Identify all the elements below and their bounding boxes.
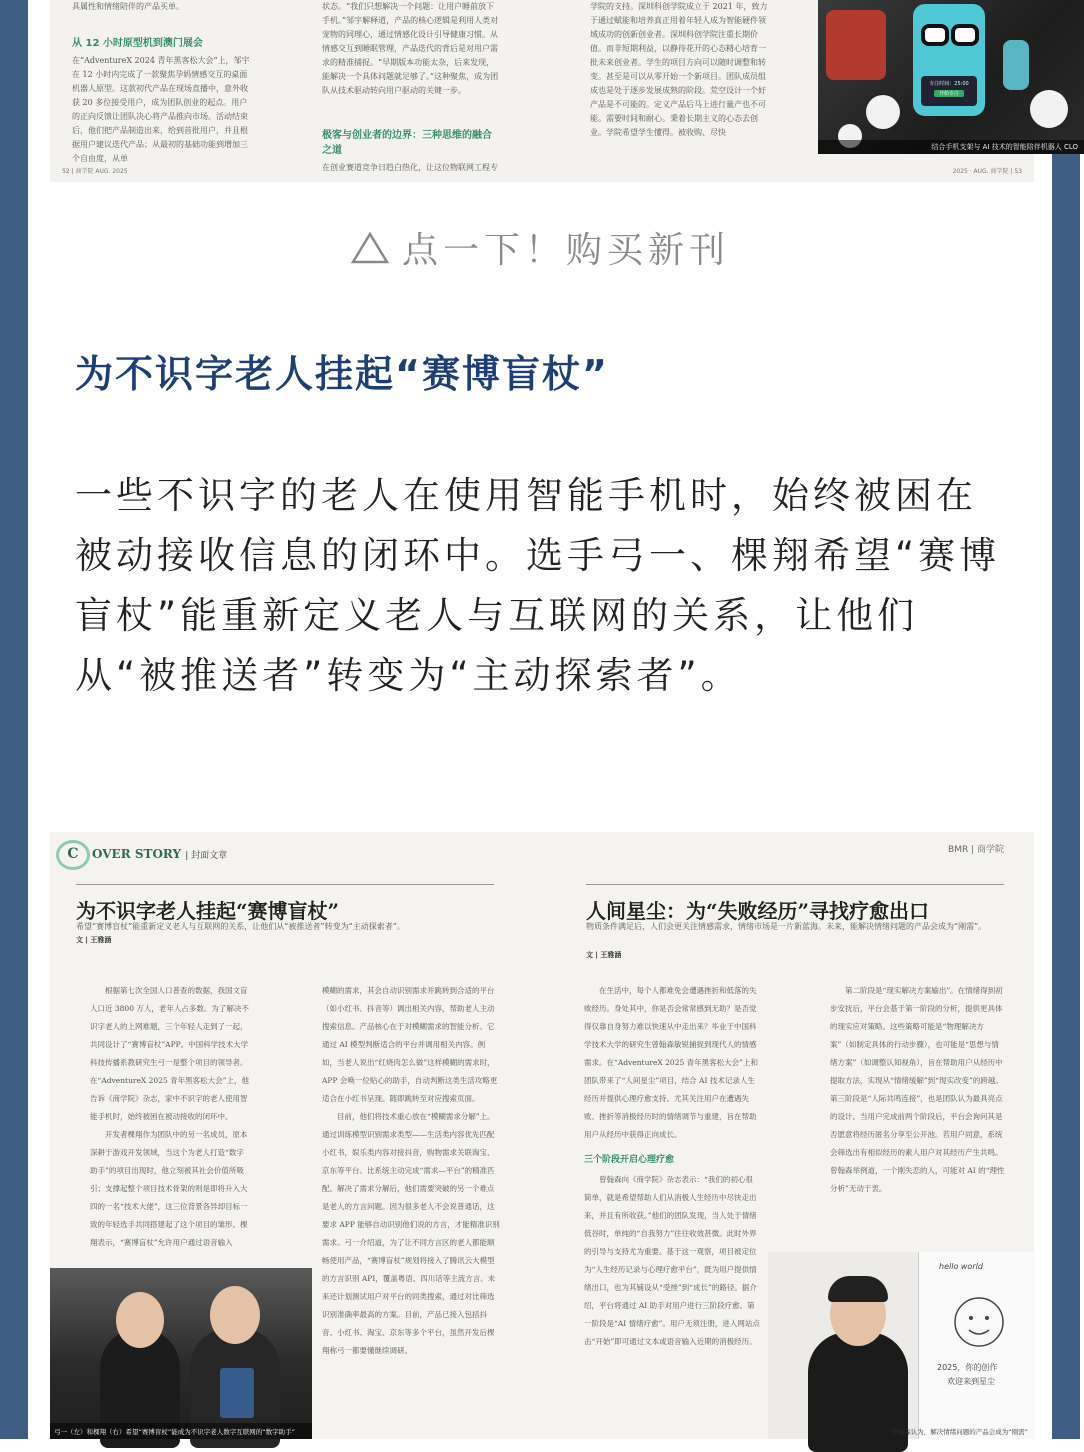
founder-hair xyxy=(828,1276,888,1302)
cover-story-logo-sub: | 封面文章 xyxy=(185,851,228,861)
left-article-paragraph-3: 模糊的需求，其会自动识别需求并跳转到合适的平台（如小红书、抖音等）调出相关内容，帮助老人主动搜索信息。产品核心在于对模糊需求的智能分析。它通过 AI 模型判断适合的平台并调用相关内容。例如，当老人说出“红烧肉怎么做”这样模糊的需求时，APP 会唤一位贴心的助手，自动判断这类生活攻略更适合在小红书呈现。随即跳转至对应搜索页面。 xyxy=(322,986,498,1103)
top-column-1-body: 在“AdventureX 2024 青年黑客松大会”上，邹宇在 12 小时内完成了一款聚焦孕妈情感交互的桌面机器人原型。这款初代产品在现场直播中，意外收获 20 多位接受用户，成为团队创业的起点。用户的正向反馈让团队决心将产品推向市场。活动结束后，他们把产品制造出来，给到首批用户，并且根据用户建议迭代产品；从最初的基础功能到增加三个自由度，从单 xyxy=(72,56,250,163)
bottom-magazine-spread xyxy=(50,832,1034,1439)
top-column-3-body: 学院的支持。深圳科创学院成立于 2021 年，致力于通过赋能和培养真正用着年轻人成为智能硬件领域成功的创新创业者。深圳科创学院注重长期价值。而非短期利益，以静待花开的心态精心培育一批未来创业者。学生的项目方向可以随时调整和转变。甚至是可以从零开始一个新项目。团队成员组成也是处于逐步发展成熟的阶段。荒空设计一个好产品是不可能的。定义产品后马上进行量产也不可能。需要时间和耐心。秉着长期主义的心态去创业。学院希望学生懂得。被收购、尽快 xyxy=(590,2,768,137)
top-column-1-lead: 具属性和情绪陪伴的产品买单。 xyxy=(72,2,184,11)
top-section-heading-1: 从 12 小时原型机到澳门展会 xyxy=(72,38,203,49)
robot-device xyxy=(913,4,985,116)
feature-lead-paragraph: 一些不识字的老人在使用智能手机时，始终被困在被动接收信息的闭环中。选手弓一、棵翔希望“赛博盲杖”能重新定义老人与互联网的关系，让他们从“被推送者”转变为“主动探索者”。 xyxy=(75,474,1001,697)
left-article-title: 为不识字老人挂起“赛博盲杖” xyxy=(76,884,494,924)
top-magazine-spread xyxy=(50,0,1078,182)
top-column-3 xyxy=(590,0,768,155)
cover-story-logo-mark: C xyxy=(56,840,90,870)
person-right-head xyxy=(210,1286,260,1344)
photo-ball-left xyxy=(866,95,900,129)
photo-ball-right xyxy=(1030,90,1068,128)
left-frame-border xyxy=(0,0,28,1439)
left-article-paragraph-1: 根据第七次全国人口普查的数据，我国文盲人口近 3800 万人，老年人占多数。为了解决不识字老人的上网难题，三个年轻人走到了一起，共同设计了“赛博盲杖”APP。中国科学技术大学科技传播系教研究生弓一是整个项目的领导者。在“AdventureX 2025 青年黑客松大会”上，他告诉《商学院》杂志，家中不识字的老人使用智能手机时，始终被困在被动接收的闭环中。 xyxy=(90,986,249,1121)
robot-left-eye xyxy=(921,24,949,46)
top-column-2 xyxy=(322,0,500,172)
left-article-column-1 xyxy=(90,982,250,1264)
whiteboard-line-3: 欢迎来到星尘 xyxy=(947,1377,995,1386)
triangle-outline-icon xyxy=(350,226,390,276)
right-article-paragraph-1: 在生活中，每个人都难免会遭遇挫折和低落的失败经历。身处其中，你是否会常常感到无助？是否觉得仅靠自身努力难以快速从中走出来？毕业于中国科学技术大学的研究生曾翰森敏锐捕捉到现代人的情感需求。在“AdventureX 2025 青年黑客松大会”上和团队带来了“人间星尘”项目，结合 AI 技术记录人生经历并提供心理疗愈支持。尤其关注用户在遭遇失败、挫折等消极经历时的情绪调节与重建，旨在帮助用户从经历中获得正向成长。 xyxy=(584,986,758,1139)
robot-photo-caption: 结合手机支架与 AI 技术的智能陪伴机器人 CLO xyxy=(931,143,1078,151)
founder-photo xyxy=(768,1252,1034,1439)
robot-start-button: 开始专注 xyxy=(934,90,964,97)
bmr-brand: BMR | 商学院 xyxy=(948,845,1004,855)
whiteboard-face-doodle xyxy=(949,1292,1009,1352)
left-article-paragraph-2: 开发者棵翔作为团队中的另一名成员，原本深耕于游戏开发领域，当这个为老人打造“数字助手”的项目出现时，他立刻被其社会价值所吸引；支撑起整个项目技术骨架的则是即将升入大四的一名“技术大佬”，这三位背景各异却目标一致的年轻选手共同搭建起了这个项目的雏形。棵翔表示，“赛博盲杖”允许用户通过语音输入 xyxy=(90,1130,248,1247)
right-article-section-heading: 三个阶段开启心理疗愈 xyxy=(584,1155,675,1165)
buy-new-issue-link[interactable] xyxy=(0,226,1080,276)
right-article-paragraph-3: 第二阶段是“现实解决方案输出”。在情绪得到初步安抚后，平台会基于第一阶段的分析，提供更具体的现实应对策略。这些策略可能是“物理解决方案”（如制定具体的行动步骤），也可能是“思想与情绪方案”（如调整认知视角），旨在帮助用户从经历中提取方法，实现从“情绪缓解”到“现实改变”的跨越。第三阶段是“人际共鸣连接”，也是团队认为最具亮点的设计。当用户完成前两个阶段后，平台会询问其是否愿意将经历匿名分享至公开池。若用户同意，系统会筛选出有相似经历的素人用户对其经历产生共鸣。曾翰森举例道，一个刚失恋的人，可能对 AI 的“理性分析”无动于衷。 xyxy=(830,986,1005,1193)
robot-timer-text: 专注时间：25:00 xyxy=(929,81,969,87)
photo-background-figure xyxy=(826,10,886,80)
left-article-paragraph-4: 目前，他们将技术重心放在“模糊需求分解”上。通过训练模型识别需求类型——生活类内容优先匹配小红书，娱乐类内容对接抖音，购物需求关联淘宝、京东等平台。比系统主动完成“需求—平台”的精准匹配。解决了需求分解后，他们需要突破的另一个难点是老人的方言问题。因为很多老人不会说普通话，这要求 APP 能够自动识别他们说的方言，才能精准识别需求。弓一介绍道，为了让不同方言区的老人都能顺畅使用产品，“赛博盲杖”规划将接入了腾讯云大模型的方言识别 API，覆盖粤语、四川话等主流方言。未来还计划测试用户对平台的同类搜索，通过对比筛选识别准确率最高的方案。目前，产品已接入包括抖音、小红书、淘宝、京东等多个平台，虽然开发后棵翔称弓一都要懂继续调研。 xyxy=(322,1112,500,1355)
founder-photo-caption: 曾翰森认为，解决情绪问题的产品会成为“刚需” xyxy=(891,1428,1028,1436)
robot-right-eye xyxy=(951,24,979,46)
book-prop xyxy=(220,1368,254,1418)
whiteboard-sketch xyxy=(918,1252,1035,1439)
right-article-paragraph-2: 曾翰森向《商学院》杂志表示：“我们的初心很简单，就是希望帮助人们从消极人生经历中尽快走出来，并且有所收获。”他们的团队发现，当人处于情绪低谷时，单纯的“自我努力”往往收效甚微。此时外界的引导与支持尤为重要。基于这一观察，项目被定位为“人生经历记录与心理疗愈平台”，既为用户提供情绪出口，也为其铺设从“受挫”到“成长”的路径。据介绍，平台将通过 AI 助手对用户进行三阶段疗愈。第一阶段是“AI 情绪疗愈”。用户无须注册，进入网站点击“开始”即可通过文本或语音输入近期的消极经历。 xyxy=(584,1175,760,1346)
right-article-subtitle: 物质条件满足后，人们会更关注情感需求，情绪市场是一片新蓝海。未来，能解决情绪问题的产品会成为“刚需”。 xyxy=(586,922,987,931)
top-column-2-tail: 在创业赛道竞争日趋白热化，让这位物联网工程专 xyxy=(322,163,498,172)
top-column-1 xyxy=(72,0,250,163)
photo-side-device xyxy=(1003,40,1029,90)
right-article-title: 人间星尘：为“失败经历”寻找疗愈出口 xyxy=(586,884,1004,924)
left-article-byline: 文 | 王雅涵 xyxy=(76,936,112,944)
person-left-head xyxy=(116,1292,164,1348)
right-article-column-2 xyxy=(830,982,1006,1247)
cover-story-logo xyxy=(56,840,227,870)
team-photo xyxy=(50,1268,312,1439)
top-column-2-body: 状态。“我们只想解决一个问题：让用户睡前放下手机。”邹宇解释道，产品的核心逻辑是利用人类对宠物的同理心，通过情感化设计引导健康习惯。从情感交互到睡眠管理，产品迭代的背后是对用户需求的精准捕捉。“早期版本功能太杂，后来发现，能解决一个具体问题就足够了。”这种聚焦，成为团队从技术驱动转向用户驱动的关键一步。 xyxy=(322,2,499,95)
top-section-heading-2: 极客与创业者的边界：三种思维的融合之道 xyxy=(322,130,492,156)
left-article-subtitle: 希望“赛博盲杖”能重新定义老人与互联网的关系，让他们从“被推送者”转变为“主动探索者”。 xyxy=(76,922,405,931)
robot-photo xyxy=(818,0,1084,154)
whiteboard-line-1: hello world xyxy=(939,1262,983,1271)
cover-story-logo-word: OVER STORY xyxy=(92,847,182,861)
whiteboard-line-2: 2025，你的创作 xyxy=(937,1363,998,1372)
robot-screen xyxy=(921,76,977,106)
right-article-byline: 文 | 王雅涵 xyxy=(586,951,622,959)
team-photo-caption: 弓一（左）和棵翔（右）希望“赛博盲杖”能成为不识字老人数字互联网的“数字助手” xyxy=(54,1428,295,1436)
page-footer-left: 52 | 商学院 AUG. 2025 xyxy=(62,168,128,175)
buy-new-issue-text: 点一下！购买新刊 xyxy=(401,230,730,271)
right-frame-border xyxy=(1052,0,1080,1439)
left-article-column-2 xyxy=(322,982,500,1422)
page-footer-right: 2025 · AUG. 商学院 | 53 xyxy=(952,168,1022,175)
robot-photo-caption-bar xyxy=(818,140,1084,154)
feature-headline: 为不识字老人挂起“赛博盲杖” xyxy=(75,352,609,396)
right-article-column-1 xyxy=(584,982,760,1437)
